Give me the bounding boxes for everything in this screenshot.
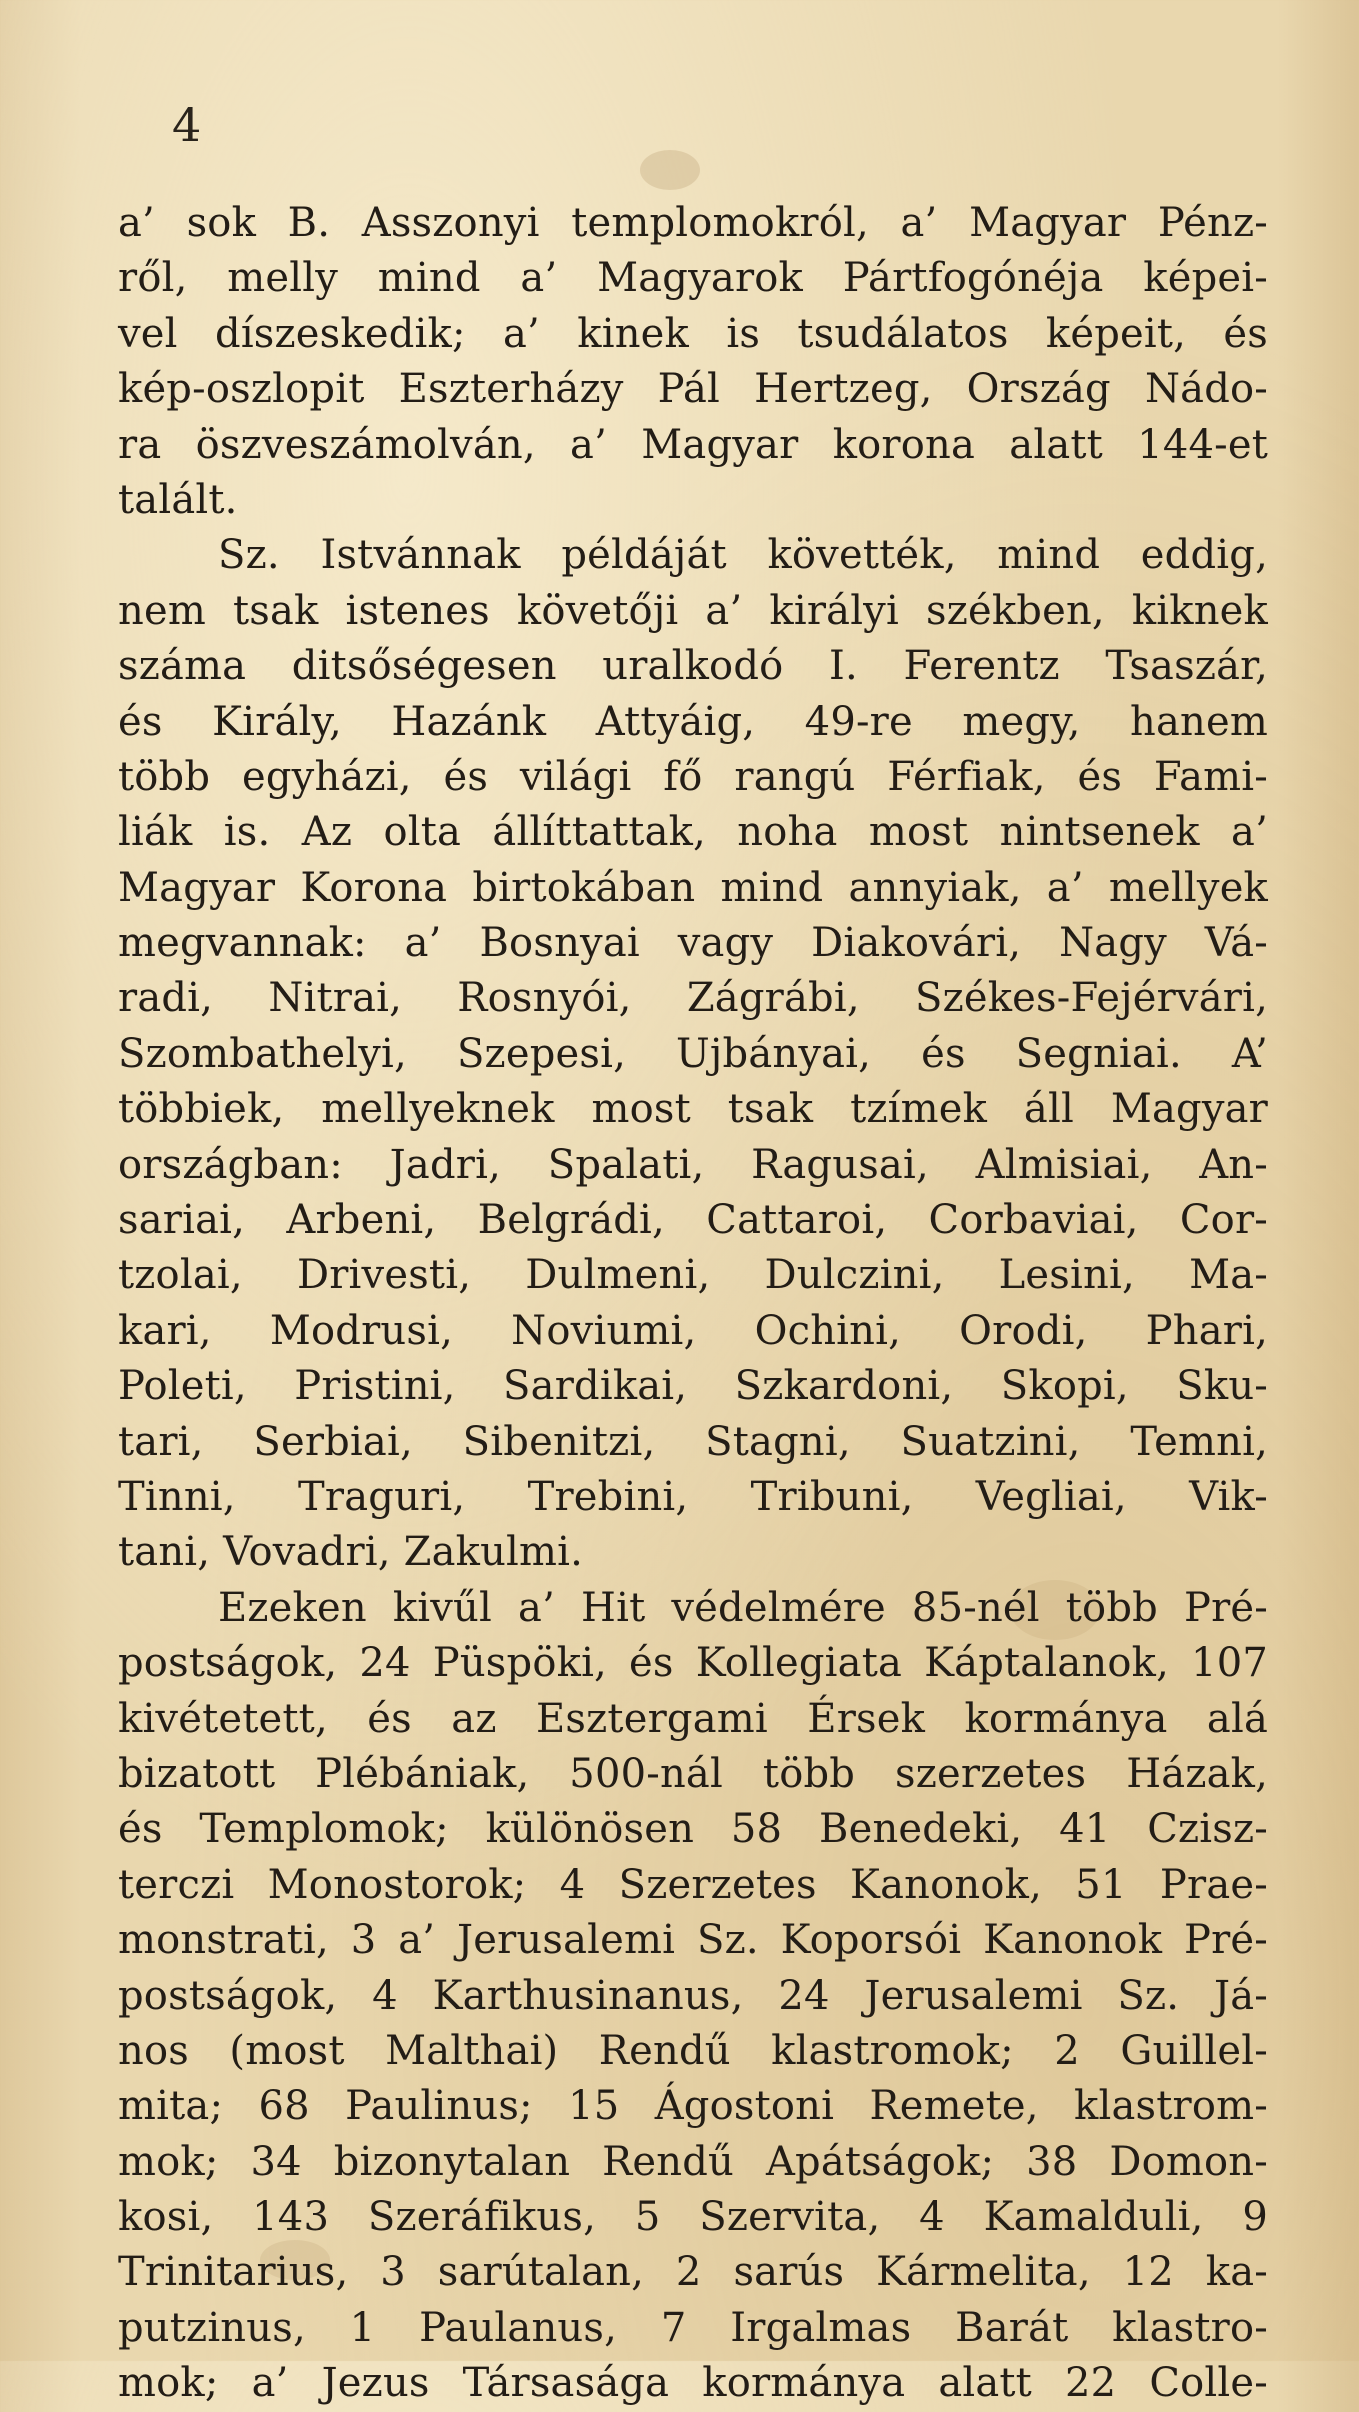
text-line: Trinitarius, 3 sarútalan, 2 sarús Kármelita, 12 ka- [118,2249,1268,2296]
text-line: nos (most Malthai) Rendű klastromok; 2 Guillel- [118,2027,1268,2074]
text-line: mok; 34 bizonytalan Rendű Apátságok; 38 Domon- [118,2138,1268,2185]
text-line: ra öszveszámolván, a’ Magyar korona alatt 144-et [118,421,1268,468]
text-line: bizatott Plébániak, 500-nál több szerzetes Házak, [118,1750,1268,1797]
text-line: postságok, 4 Karthusinanus, 24 Jerusalemi Sz. Já- [118,1972,1268,2019]
paragraph-start-line: Ezeken kivűl a’ Hit védelmére 85-nél több Pré- [218,1584,1268,1631]
text-line: vel díszeskedik; a’ kinek is tsudálatos képeit, és [118,310,1268,357]
text-line: sariai, Arbeni, Belgrádi, Cattaroi, Corbaviai, Cor- [118,1197,1268,1244]
text-line: kivétetett, és az Esztergami Érsek kormánya alá [118,1695,1268,1742]
text-line: több egyházi, és világi fő rangú Férfiak, és Fami- [118,753,1268,800]
text-line: mok; a’ Jezus Társasága kormánya alatt 22 Colle- [118,2360,1268,2407]
text-line: száma ditsőségesen uralkodó I. Ferentz Tsaszár, [118,643,1268,690]
text-line: többiek, mellyeknek most tsak tzímek áll Magyar [118,1086,1268,1133]
text-line: postságok, 24 Püspöki, és Kollegiata Káptalanok, 107 [118,1640,1268,1687]
text-line: radi, Nitrai, Rosnyói, Zágrábi, Székes-Fejérvári, [118,975,1268,1022]
text-line: kari, Modrusi, Noviumi, Ochini, Orodi, Phari, [118,1307,1268,1354]
text-line: ről, melly mind a’ Magyarok Pártfogónéja képei- [118,255,1268,302]
text-line: kép-oszlopit Eszterházy Pál Hertzeg, Ország Nádo- [118,366,1268,413]
paper-stain [640,150,700,190]
text-line: Tinni, Traguri, Trebini, Tribuni, Vegliai, Vik- [118,1473,1268,1520]
text-line: nem tsak istenes követőji a’ királyi székben, kiknek [118,587,1268,634]
text-line: terczi Monostorok; 4 Szerzetes Kanonok, 51 Prae- [118,1861,1268,1908]
text-line: talált. [118,476,238,523]
text-line: Poleti, Pristini, Sardikai, Szkardoni, Skopi, Sku- [118,1363,1268,1410]
text-line: monstrati, 3 a’ Jerusalemi Sz. Koporsói Kanonok Pré- [118,1917,1268,1964]
text-line: mita; 68 Paulinus; 15 Ágostoni Remete, klastrom- [118,2083,1268,2130]
text-line: és Király, Hazánk Attyáig, 49-re megy, hanem [118,698,1268,745]
text-line: tari, Serbiai, Sibenitzi, Stagni, Suatzini, Temni, [118,1418,1268,1465]
text-line: liák is. Az olta állíttattak, noha most nintsenek a’ [118,809,1268,856]
text-line: országban: Jadri, Spalati, Ragusai, Almisiai, An- [118,1141,1268,1188]
text-line: Magyar Korona birtokában mind annyiak, a’ mellyek [118,864,1268,911]
text-line: megvannak: a’ Bosnyai vagy Diakovári, Nagy Vá- [118,920,1268,967]
text-line: kosi, 143 Szeráfikus, 5 Szervita, 4 Kamalduli, 9 [118,2194,1268,2241]
paragraph-start-line: Sz. Istvánnak példáját követték, mind eddig, [218,532,1268,579]
text-line: putzinus, 1 Paulanus, 7 Irgalmas Barát klastro- [118,2304,1268,2351]
text-line: tzolai, Drivesti, Dulmeni, Dulczini, Lesini, Ma- [118,1252,1268,1299]
text-line: a’ sok B. Asszonyi templomokról, a’ Magyar Pénz- [118,200,1268,246]
text-line: Szombathelyi, Szepesi, Ujbányai, és Segniai. A’ [118,1030,1268,1077]
text-line: tani, Vovadri, Zakulmi. [118,1529,584,1576]
text-line: és Templomok; különösen 58 Benedeki, 41 Czisz- [118,1806,1268,1853]
page-number: 4 [172,98,202,152]
body-text [118,196,1268,2412]
